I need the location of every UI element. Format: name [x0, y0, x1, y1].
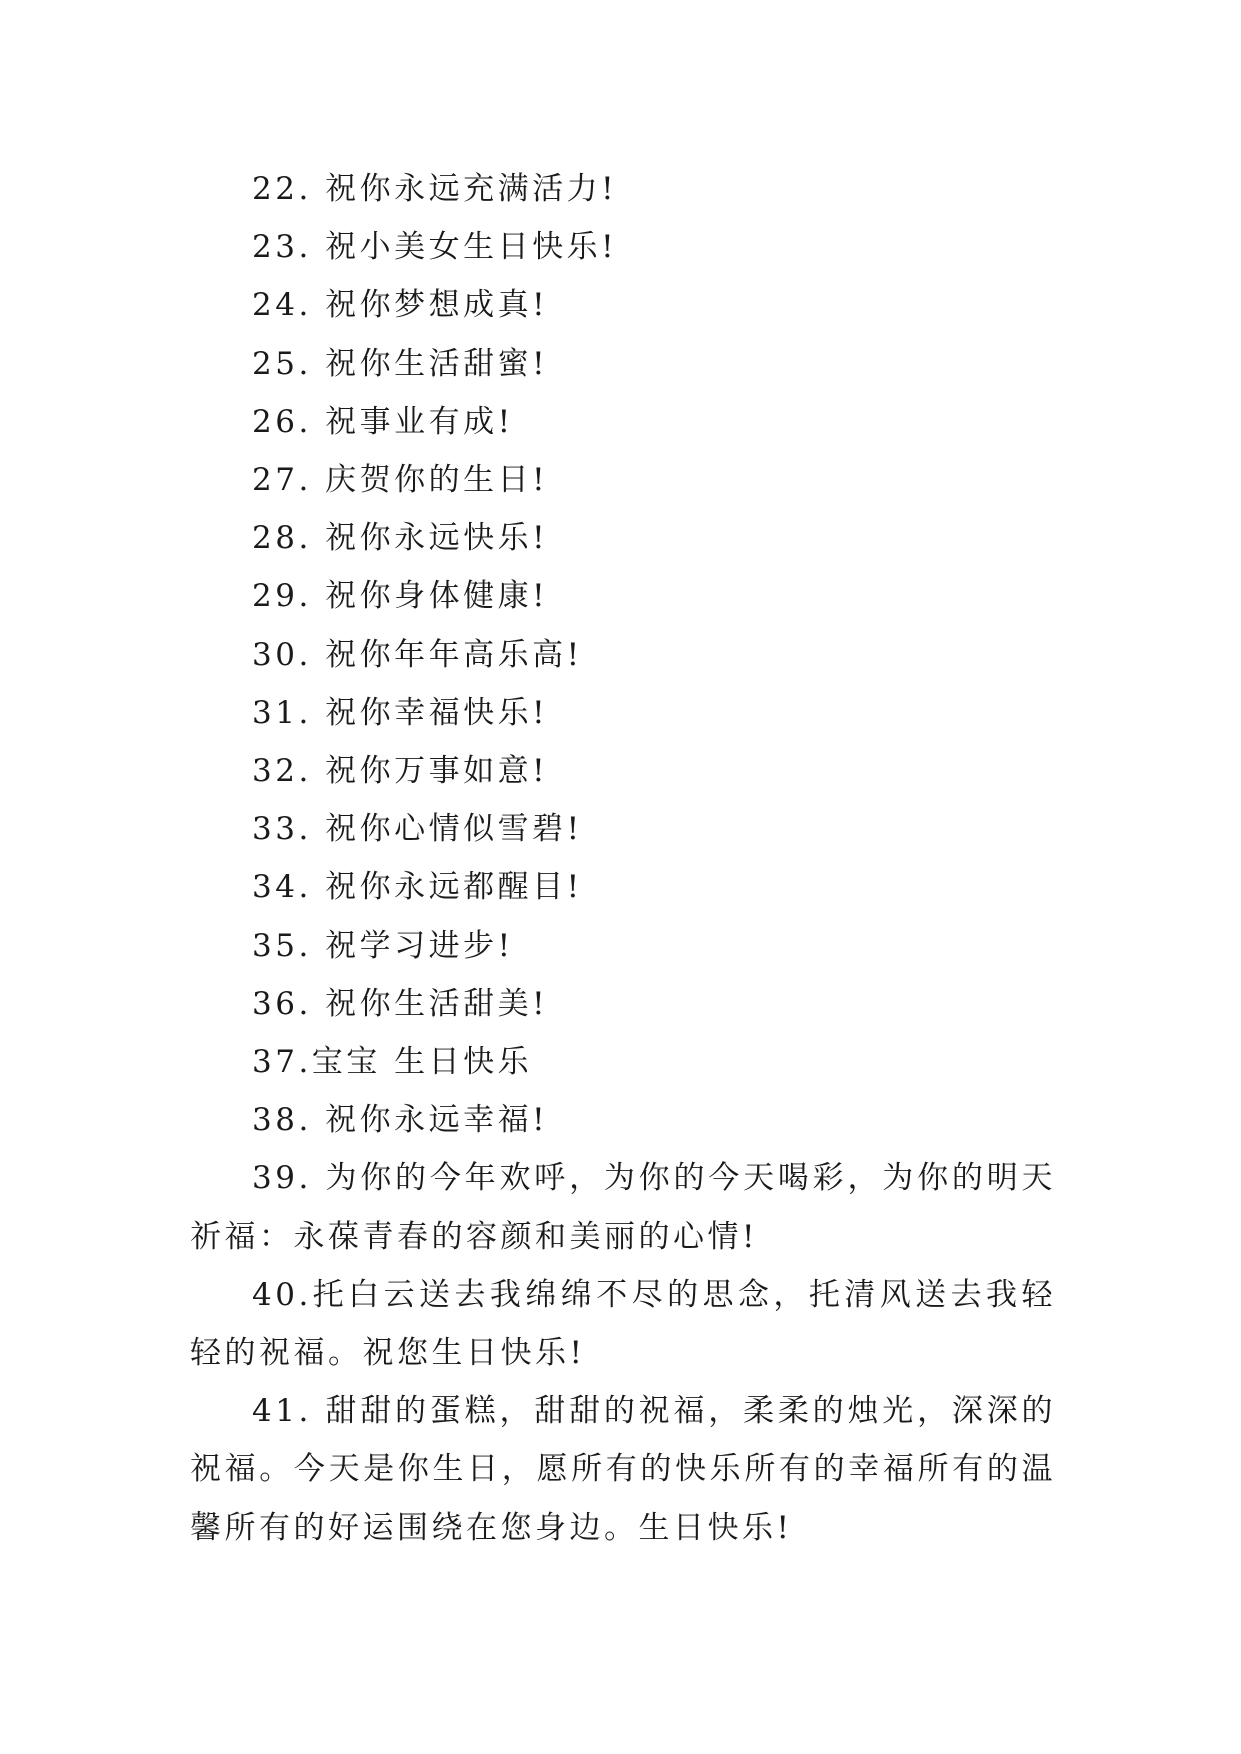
paragraph-28: 28. 祝你永远快乐!: [252, 520, 549, 557]
paragraph-31: 31. 祝你幸福快乐!: [252, 694, 549, 731]
paragraph-27: 27. 庆贺你的生日!: [252, 462, 549, 499]
paragraph-36: 36. 祝你生活甜美!: [252, 985, 549, 1022]
paragraph-40: 40.托白云送去我绵绵不尽的思念，托清风送去我轻轻的祝福。祝您生日快乐!: [190, 1276, 1056, 1372]
paragraph-29: 29. 祝你身体健康!: [252, 578, 549, 615]
paragraph-32: 32. 祝你万事如意!: [252, 753, 549, 790]
paragraph-22: 22. 祝你永远充满活力!: [252, 171, 618, 207]
paragraph-39: 39. 为你的今年欢呼，为你的今天喝彩，为你的明天祈福：永葆青春的容颜和美丽的心情!: [190, 1160, 1056, 1255]
paragraph-30: 30. 祝你年年高乐高!: [252, 636, 583, 673]
paragraph-41: 41. 甜甜的蛋糕，甜甜的祝福，柔柔的烛光，深深的祝福。今天是你生日，愿所有的快乐所有的幸福所有的温馨所有的好运围绕在您身边。生日快乐!: [190, 1393, 1056, 1546]
paragraph-26: 26. 祝事业有成!: [252, 403, 514, 440]
document-body: [190, 160, 1056, 1557]
paragraph-34: 34. 祝你永远都醒目!: [252, 869, 583, 906]
paragraph-33: 33. 祝你心情似雪碧!: [252, 811, 583, 848]
paragraph-23: 23. 祝小美女生日快乐!: [252, 229, 618, 266]
paragraph-25: 25. 祝你生活甜蜜!: [252, 345, 549, 382]
paragraph-37: 37.宝宝 生日快乐: [252, 1044, 533, 1081]
paragraph-24: 24. 祝你梦想成真!: [252, 287, 549, 324]
paragraph-38: 38. 祝你永远幸福!: [252, 1102, 549, 1139]
paragraph-35: 35. 祝学习进步!: [252, 927, 514, 964]
